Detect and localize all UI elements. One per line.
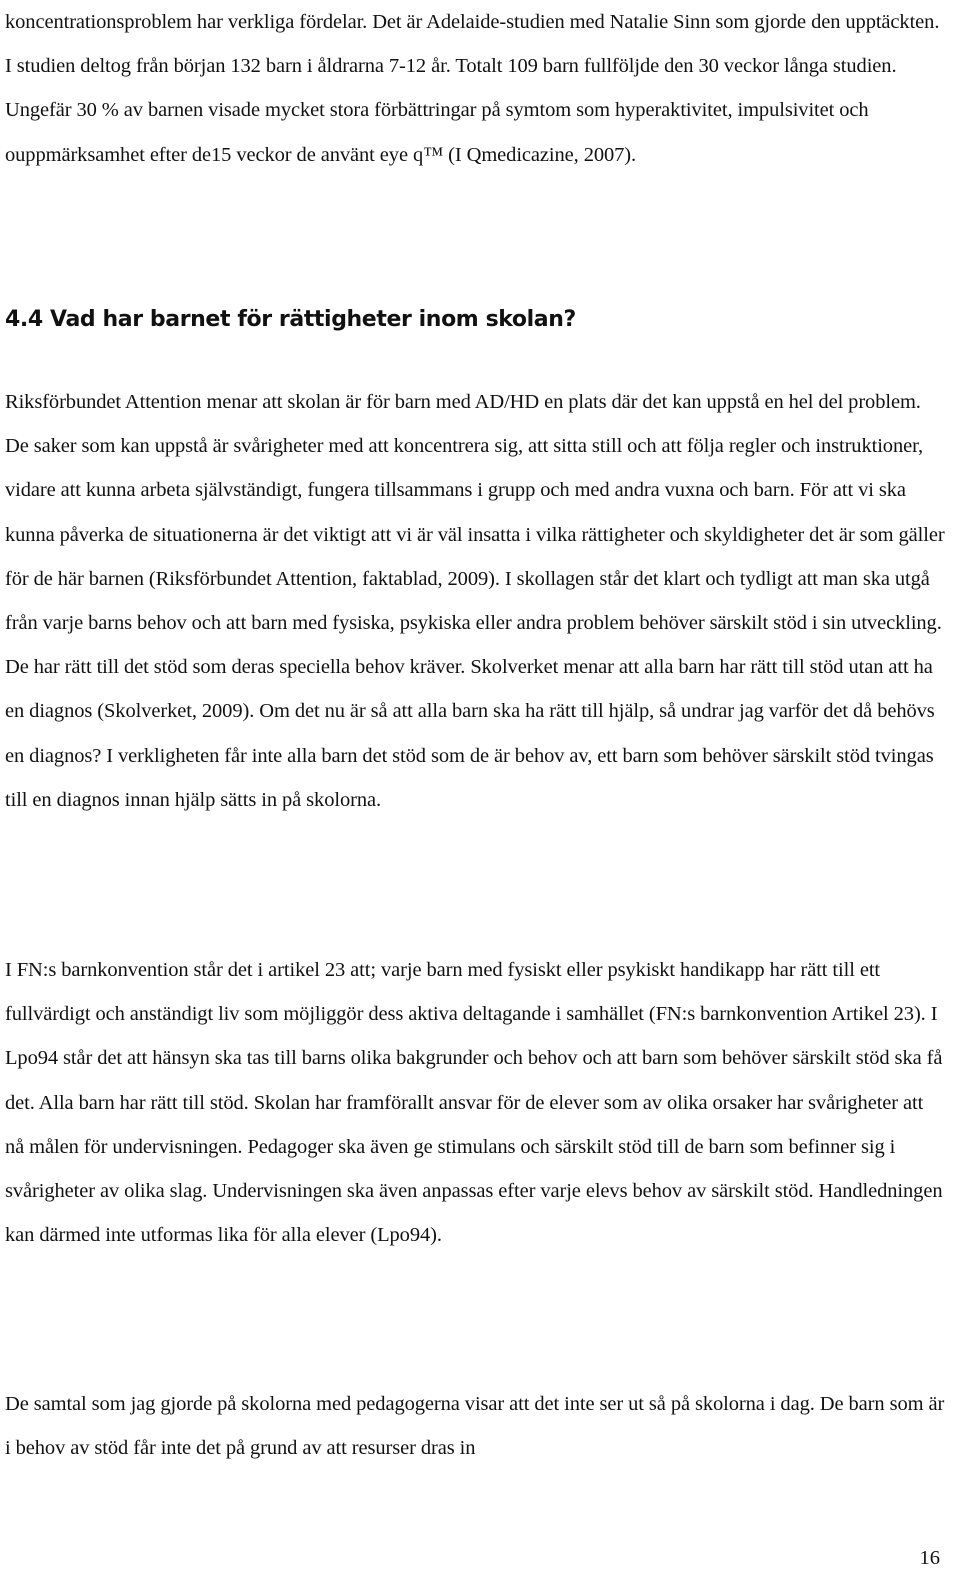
body-paragraph: De samtal som jag gjorde på skolorna med pedagogerna visar att det inte ser ut så på skolorna i dag. De barn som är i behov av stöd får inte det på grund av att resurser dras in <box>5 1393 945 1460</box>
body-paragraph: Riksförbundet Attention menar att skolan är för barn med AD/HD en plats där det kan uppstå en hel del problem. De saker som kan uppstå är svårigheter med att koncentrera sig, att sitta still och att följa regler och instruktioner, vidare att kunna arbeta självständigt, fungera tillsammans i grupp och med andra vuxna och barn. För att vi ska kunna påverka de situationerna är det viktigt att vi är väl insatta i vilka rättigheter och skyldigheter det är som gäller för de här barnen (Riksförbundet Attention, faktablad, 2009). I skollagen står det klart och tydligt att man ska utgå från varje barns behov och att barn med fysiska, psykiska eller andra problem behöver särskilt stöd i sin utveckling. De har rätt till det stöd som deras speciella behov kräver. Skolverket menar att alla barn har rätt till stöd utan att ha en diagnos (Skolverket, 2009). Om det nu är så att alla barn ska ha rätt till hjälp, så undrar jag varför det då behövs en diagnos? I verkligheten får inte alla barn det stöd som de är behov av, ett barn som behöver särskilt stöd tvingas till en diagnos innan hjälp sätts in på skolorna. <box>5 391 945 811</box>
body-paragraph: I FN:s barnkonvention står det i artikel 23 att; varje barn med fysiskt eller psykiskt handikapp har rätt till ett fullvärdigt och anständigt liv som möjliggör dess aktiva deltagande i samhället (FN:s barnkonvention Artikel 23). I Lpo94 står det att hänsyn ska tas till barns olika bakgrunder och behov och att barn som behöver särskilt stöd ska få det. Alla barn har rätt till stöd. Skolan har framförallt ansvar för de elever som av olika orsaker har svårigheter att nå målen för undervisningen. Pedagoger ska även ge stimulans och särskilt stöd till de barn som befinner sig i svårigheter av olika slag. Undervisningen ska även anpassas efter varje elevs behov av särskilt stöd. Handledningen kan därmed inte utformas lika för alla elever (Lpo94). <box>5 959 943 1247</box>
page-number: 16 <box>919 1547 940 1569</box>
section-heading: 4.4 Vad har barnet för rättigheter inom skolan? <box>5 307 576 332</box>
body-paragraph: koncentrationsproblem har verkliga fördelar. Det är Adelaide-studien med Natalie Sinn som gjorde den upptäckten. I studien deltog från början 132 barn i åldrarna 7-12 år. Totalt 109 barn fullföljde den 30 veckor långa studien. Ungefär 30 % av barnen visade mycket stora förbättringar på symtom som hyperaktivitet, impulsivitet och ouppmärksamhet efter de15 veckor de använt eye q™ (I Qmedicazine, 2007). <box>5 11 940 166</box>
